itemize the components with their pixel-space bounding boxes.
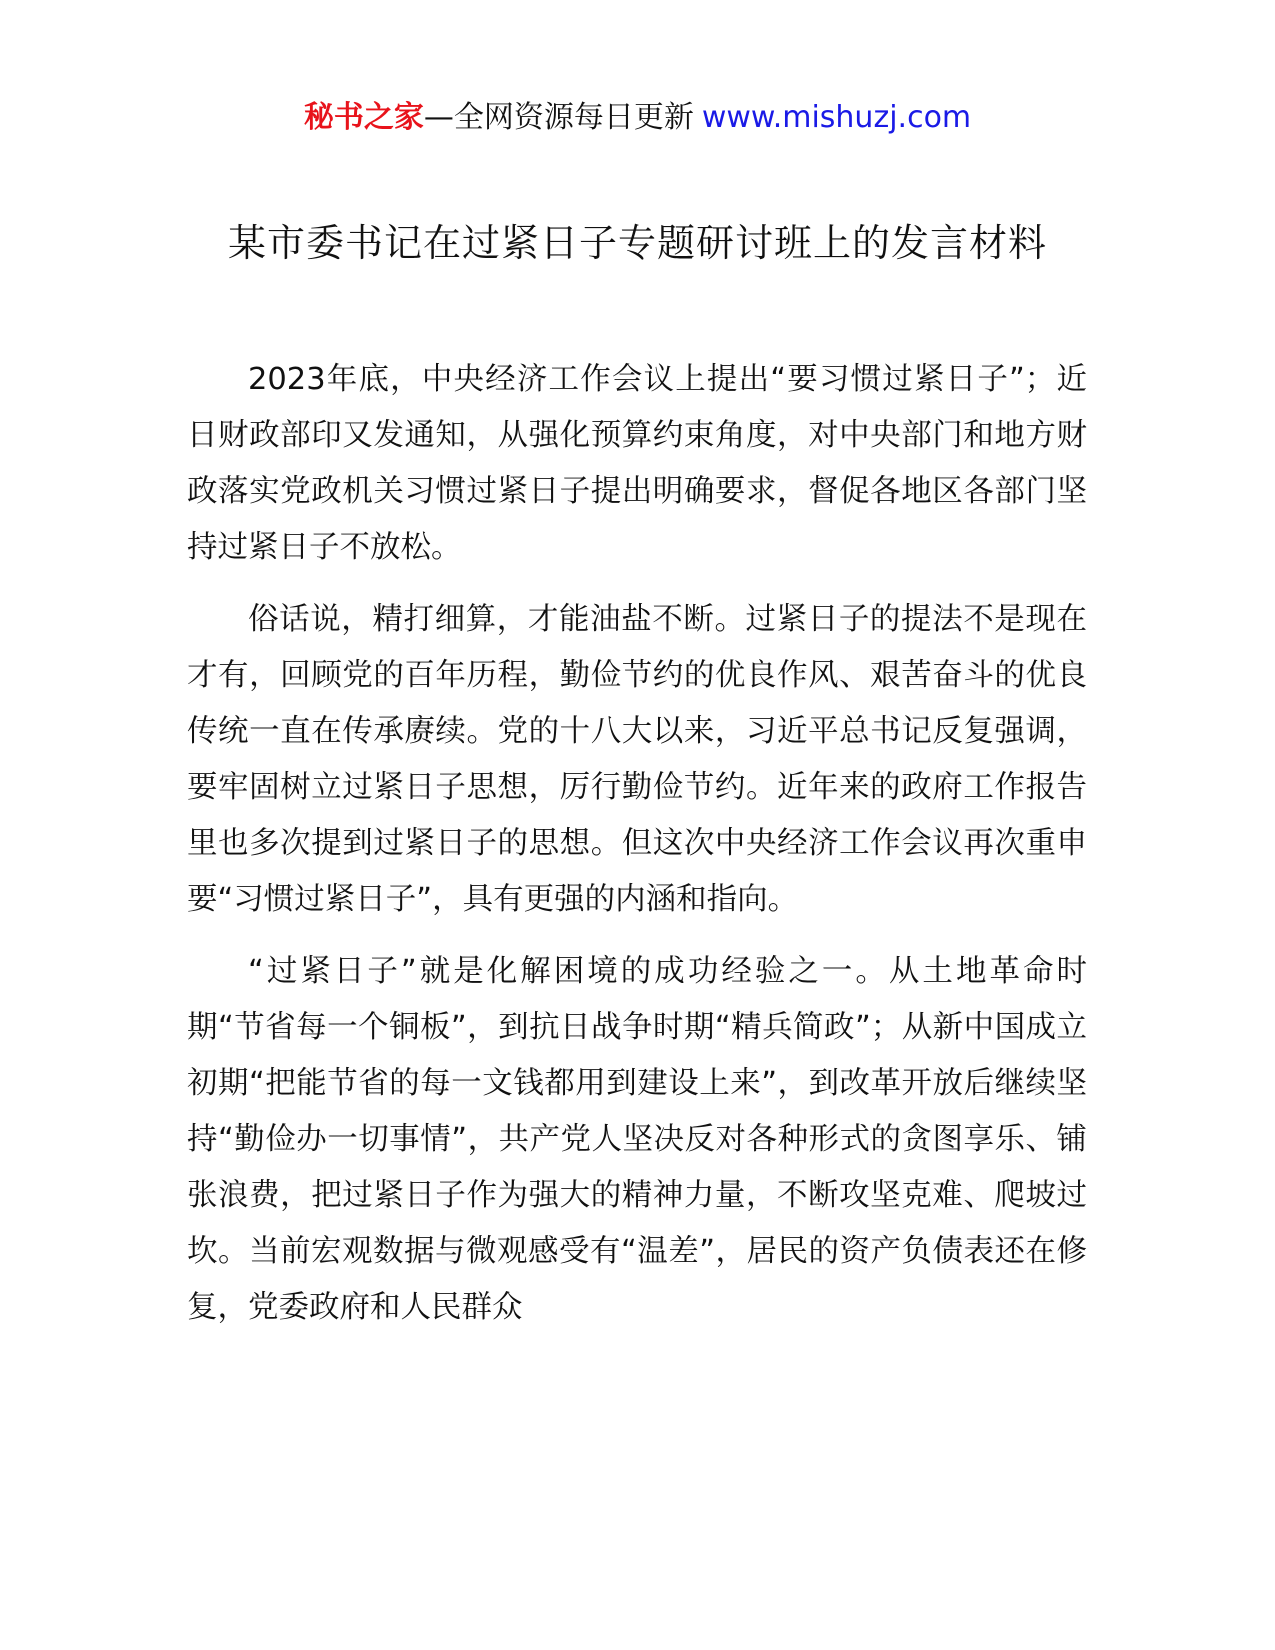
paragraph: “过紧日子”就是化解困境的成功经验之一。从土地革命时期“节省每一个铜板”，到抗日战争时期“精兵简政”；从新中国成立初期“把能节省的每一文钱都用到建设上来”，到改革开放后继续坚持“勤俭办一切事情”，共产党人坚决反对各种形式的贪图享乐、铺张浪费，把过紧日子作为强大的精神力量，不断攻坚克难、爬坡过坎。当前宏观数据与微观感受有“温差”，居民的资产负债表还在修复，党委政府和人民群众	[187, 954, 1087, 1325]
brand-name: 秘书之家	[303, 100, 424, 135]
site-header	[0, 96, 1275, 140]
paragraph: 2023年底，中央经济工作会议上提出“要习惯过紧日子”；近日财政部印又发通知，从强化预算约束角度，对中央部门和地方财政落实党政机关习惯过紧日子提出明确要求，督促各地区各部门坚持过紧日子不放松。	[187, 362, 1087, 565]
site-url-link[interactable]: www.mishuzj.com	[701, 100, 972, 135]
header-slogan: —全网资源每日更新	[423, 100, 694, 135]
paragraph: 俗话说，精打细算，才能油盐不断。过紧日子的提法不是现在才有，回顾党的百年历程，勤俭节约的优良作风、艰苦奋斗的优良传统一直在传承赓续。党的十八大以来，习近平总书记反复强调，要牢固树立过紧日子思想，厉行勤俭节约。近年来的政府工作报告里也多次提到过紧日子的思想。但这次中央经济工作会议再次重申要“习惯过紧日子”，具有更强的内涵和指向。	[187, 602, 1087, 917]
document-body	[187, 352, 1087, 1352]
document-title: 某市委书记在过紧日子专题研讨班上的发言材料	[227, 221, 1047, 265]
